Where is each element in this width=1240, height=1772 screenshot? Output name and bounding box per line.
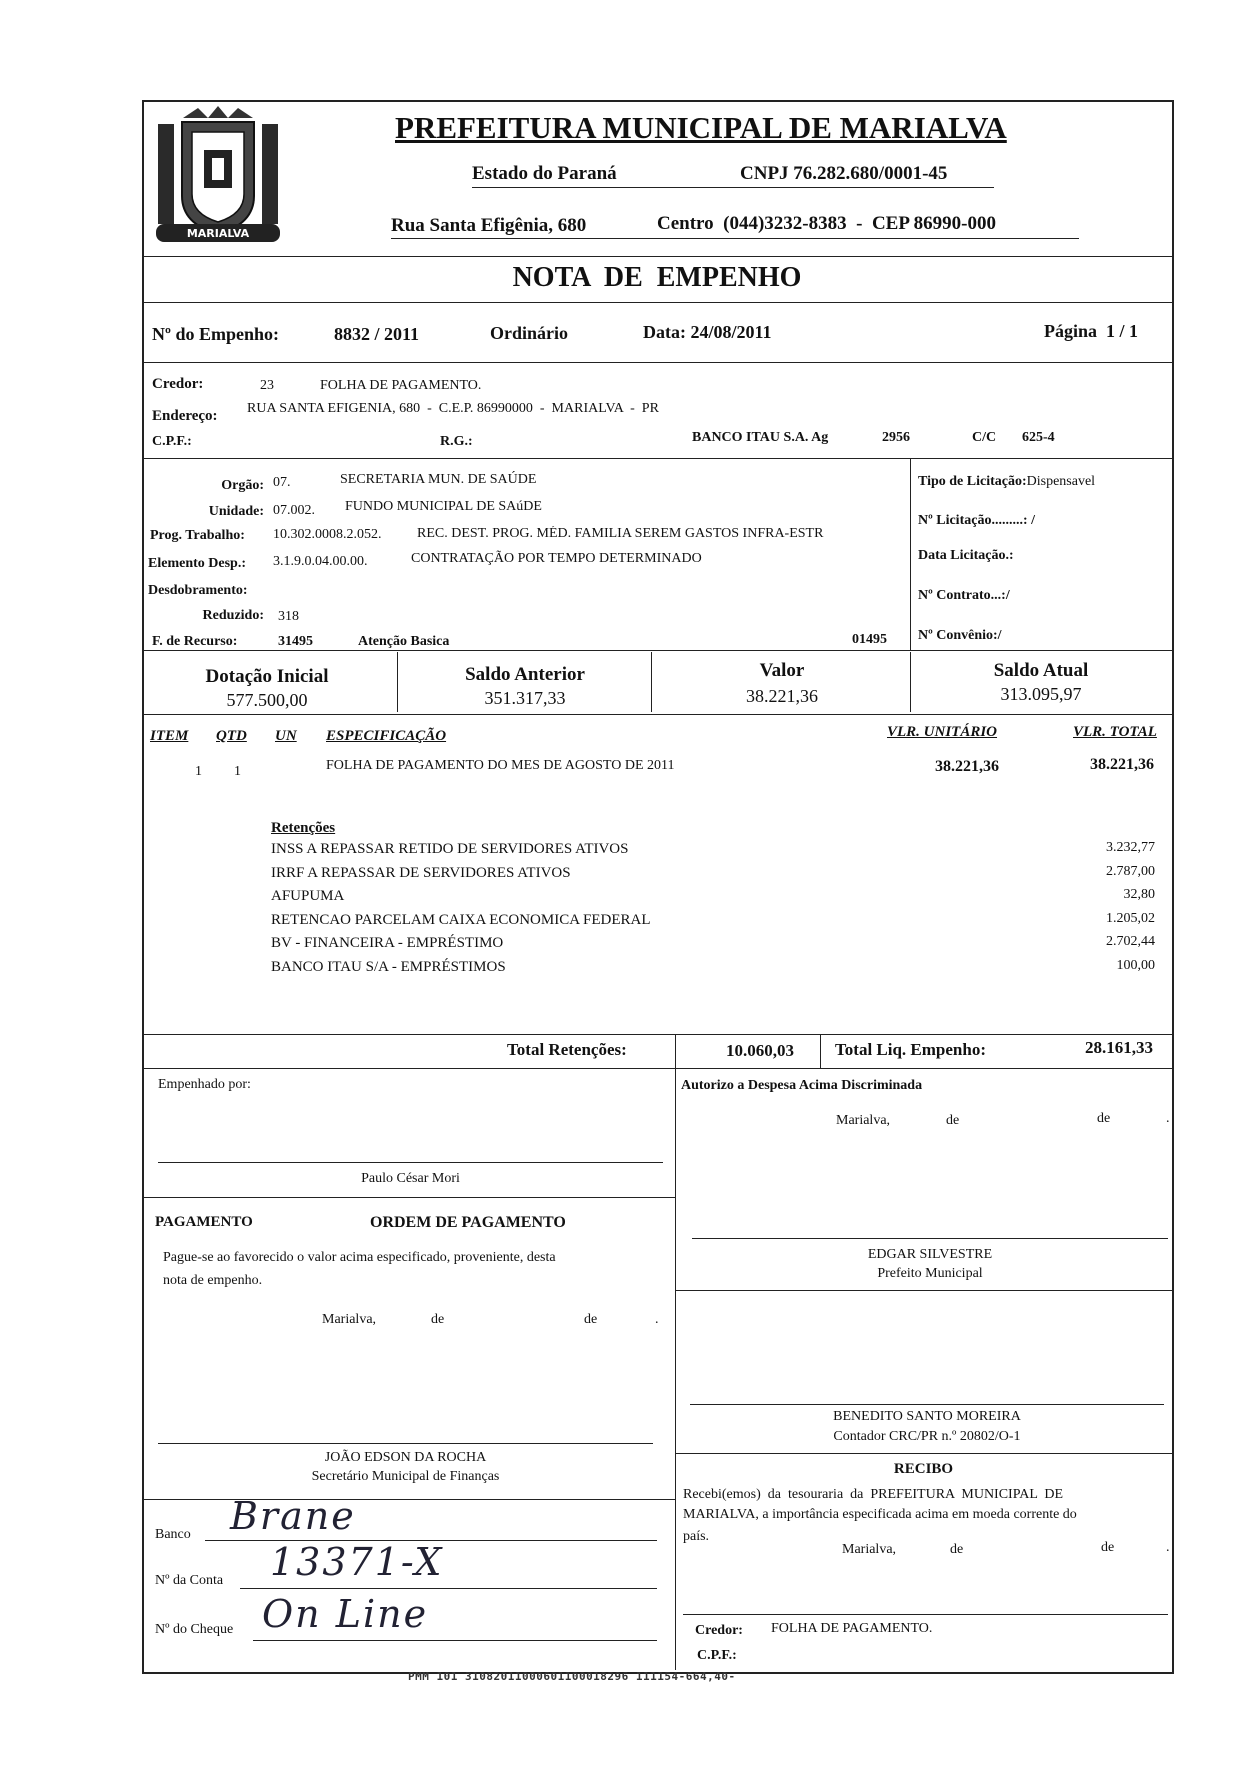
autorizo-de2: de [1097, 1111, 1111, 1126]
recibo-text1: Recebi(emos) da tesouraria da PREFEITURA MUNICIPAL DE [683, 1487, 1064, 1502]
header-cnpj: CNPJ 76.282.680/0001-45 [740, 163, 948, 184]
recibo-credor-label: Credor: [695, 1623, 743, 1638]
cpf-label: C.P.F.: [152, 434, 192, 449]
empenho-date: Data: 24/08/2011 [643, 322, 772, 342]
empenho-label: Nº do Empenho: [152, 324, 279, 344]
autorizo-city: Marialva, [836, 1113, 891, 1128]
item-espec: FOLHA DE PAGAMENTO DO MES DE AGOSTO DE 2011 [326, 758, 675, 773]
recibo-de2: de [1101, 1540, 1115, 1555]
header-title: PREFEITURA MUNICIPAL DE MARIALVA [395, 110, 1007, 145]
credor-name: FOLHA DE PAGAMENTO. [320, 378, 482, 393]
bank-name: BANCO ITAU S.A. Ag [692, 430, 829, 445]
orgao-label: Orgão: [221, 478, 264, 493]
valor-value: 38.221,36 [746, 686, 818, 706]
pagamento-label: PAGAMENTO [155, 1214, 253, 1230]
item-number: 1 [195, 764, 202, 779]
total-liquido-label: Total Liq. Empenho: [835, 1040, 986, 1059]
state-underline [472, 187, 994, 188]
pagamento-de1: de [431, 1312, 445, 1327]
pagamento-text2: nota de empenho. [163, 1273, 263, 1288]
banco-handwritten: Brane [230, 1494, 356, 1538]
rg-label: R.G.: [440, 434, 473, 449]
list-item: IRRF A REPASSAR DE SERVIDORES ATIVOS 2.787,00 [271, 863, 1155, 881]
coat-of-arms-seal [148, 106, 288, 258]
recibo-credor-name: FOLHA DE PAGAMENTO. [771, 1621, 933, 1636]
col-vlr-total: VLR. TOTAL [1073, 724, 1157, 740]
ordem-pagamento-title: ORDEM DE PAGAMENTO [370, 1214, 566, 1231]
secretario-role: Secretário Municipal de Finanças [311, 1469, 500, 1484]
credor-code: 23 [260, 378, 274, 393]
col-espec: ESPECIFICAÇÃO [326, 728, 447, 744]
total-retencoes-value: 10.060,03 [726, 1041, 794, 1060]
unidade-label: Unidade: [208, 504, 264, 519]
recurso-name: Atenção Basica [358, 634, 450, 649]
autorizo-de1: de [946, 1113, 960, 1128]
recibo-text2: MARIALVA, a importância especificada acima em moeda corrente do [683, 1507, 1077, 1522]
prog-name: REC. DEST. PROG. MÉD. FAMILIA SEREM GASTOS INFRA-ESTR [417, 526, 824, 541]
reduzido-value: 318 [278, 609, 299, 624]
header-state: Estado do Paraná [472, 163, 617, 184]
elemento-code: 3.1.9.0.04.00.00. [273, 554, 368, 569]
list-item: AFUPUMA 32,80 [271, 887, 1155, 904]
col-item: ITEM [150, 728, 189, 744]
pagamento-dot: . [655, 1312, 659, 1327]
conta-label: Nº da Conta [155, 1573, 224, 1588]
footer-code: PMM 101 31082011000601100018296 111154-664,40- [408, 1670, 736, 1683]
total-retencoes-label: Total Retenções: [507, 1040, 627, 1059]
orgao-name: SECRETARIA MUN. DE SAÚDE [340, 472, 537, 487]
licitacao-date: Data Licitação.: [918, 548, 1014, 563]
contador-name: BENEDITO SANTO MOREIRA [833, 1409, 1021, 1424]
list-item: RETENCAO PARCELAM CAIXA ECONOMICA FEDERAL 1.205,02 [271, 910, 1155, 928]
elemento-label: Elemento Desp.: [148, 556, 246, 571]
address-label: Endereço: [152, 408, 218, 424]
saldo-anterior-label: Saldo Anterior [465, 664, 585, 685]
convenio-number: Nº Convênio:/ [918, 628, 1002, 643]
item-qtd: 1 [234, 764, 241, 779]
prog-code: 10.302.0008.2.052. [273, 527, 382, 542]
credor-address: RUA SANTA EFIGENIA, 680 - C.E.P. 86990000 - MARIALVA - PR [247, 401, 659, 416]
contador-role: Contador CRC/PR n.º 20802/O-1 [833, 1429, 1021, 1444]
empenhado-name: Paulo César Mori [361, 1171, 460, 1186]
recibo-title: RECIBO [893, 1461, 954, 1477]
col-un: UN [275, 728, 297, 744]
item-unit-value: 38.221,36 [935, 758, 999, 775]
pagamento-de2: de [584, 1312, 598, 1327]
licitacao-type-label: Tipo de Licitação:Dispensavel [918, 474, 1096, 489]
unidade-name: FUNDO MUNICIPAL DE SAúDE [345, 499, 542, 514]
orgao-code: 07. [273, 475, 291, 490]
recibo-cpf-label: C.P.F.: [697, 1648, 737, 1663]
reduzido-label: Reduzido: [202, 608, 264, 623]
retencoes-list [271, 840, 1155, 981]
list-item: BANCO ITAU S/A - EMPRÉSTIMOS 100,00 [271, 957, 1155, 975]
credor-label: Credor: [152, 376, 204, 392]
recibo-dot: . [1166, 1540, 1170, 1555]
col-qtd: QTD [216, 728, 247, 744]
autorizo-dot: . [1166, 1111, 1170, 1126]
recurso-label: F. de Recurso: [152, 634, 238, 649]
cc-number: 625-4 [1022, 430, 1055, 445]
recibo-city: Marialva, [842, 1542, 897, 1557]
recurso-code: 31495 [278, 634, 313, 649]
recibo-text3: país. [683, 1529, 710, 1544]
list-item: INSS A REPASSAR RETIDO DE SERVIDORES ATIVOS 3.232,77 [271, 840, 1155, 857]
recurso-code2: 01495 [852, 632, 887, 647]
unidade-code: 07.002. [273, 503, 315, 518]
empenho-number: 8832 / 2011 [334, 324, 420, 344]
item-total-value: 38.221,36 [1090, 756, 1154, 773]
address-underline [391, 238, 1079, 239]
conta-handwritten: 13371-X [270, 1540, 444, 1584]
licitacao-number: Nº Licitação.........: / [918, 513, 1035, 528]
cheque-handwritten: On Line [262, 1592, 429, 1636]
header-street: Rua Santa Efigênia, 680 [391, 215, 587, 236]
saldo-anterior-value: 351.317,33 [484, 688, 566, 708]
recibo-de1: de [950, 1542, 964, 1557]
prefeito-name: EDGAR SILVESTRE [867, 1247, 993, 1262]
header-contact: Centro (044)3232-8383 - CEP 86990-000 [657, 213, 996, 234]
dotacao-value: 577.500,00 [226, 690, 308, 710]
secretario-name: JOÃO EDSON DA ROCHA [324, 1450, 487, 1465]
prefeito-role: Prefeito Municipal [877, 1266, 983, 1281]
empenho-type: Ordinário [490, 323, 569, 343]
cheque-label: Nº do Cheque [155, 1622, 234, 1637]
retencoes-title: Retenções [271, 820, 336, 836]
dotacao-label: Dotação Inicial [205, 666, 329, 687]
total-liquido-value: 28.161,33 [1085, 1038, 1153, 1057]
autorizo-title: Autorizo a Despesa Acima Discriminada [681, 1078, 923, 1093]
valor-label: Valor [759, 660, 805, 681]
prog-label: Prog. Trabalho: [150, 528, 245, 543]
page-number: Página 1 / 1 [1044, 321, 1139, 341]
col-vlr-unit: VLR. UNITÁRIO [887, 724, 998, 740]
pagamento-text1: Pague-se ao favorecido o valor acima especificado, proveniente, desta [163, 1250, 556, 1265]
empenhado-label: Empenhado por: [158, 1077, 251, 1092]
elemento-name: CONTRATAÇÃO POR TEMPO DETERMINADO [411, 551, 702, 566]
pagamento-city: Marialva, [322, 1312, 377, 1327]
bank-agency: 2956 [882, 430, 910, 445]
saldo-atual-label: Saldo Atual [993, 660, 1089, 681]
saldo-atual-value: 313.095,97 [1000, 684, 1082, 704]
document-title: NOTA DE EMPENHO [512, 262, 802, 293]
desdobramento-label: Desdobramento: [148, 583, 248, 598]
list-item: BV - FINANCEIRA - EMPRÉSTIMO 2.702,44 [271, 934, 1155, 951]
svg-text:MARIALVA: MARIALVA [186, 227, 250, 240]
contrato-number: Nº Contrato...:/ [918, 588, 1010, 603]
cc-label: C/C [972, 430, 997, 445]
banco-label: Banco [155, 1527, 191, 1542]
